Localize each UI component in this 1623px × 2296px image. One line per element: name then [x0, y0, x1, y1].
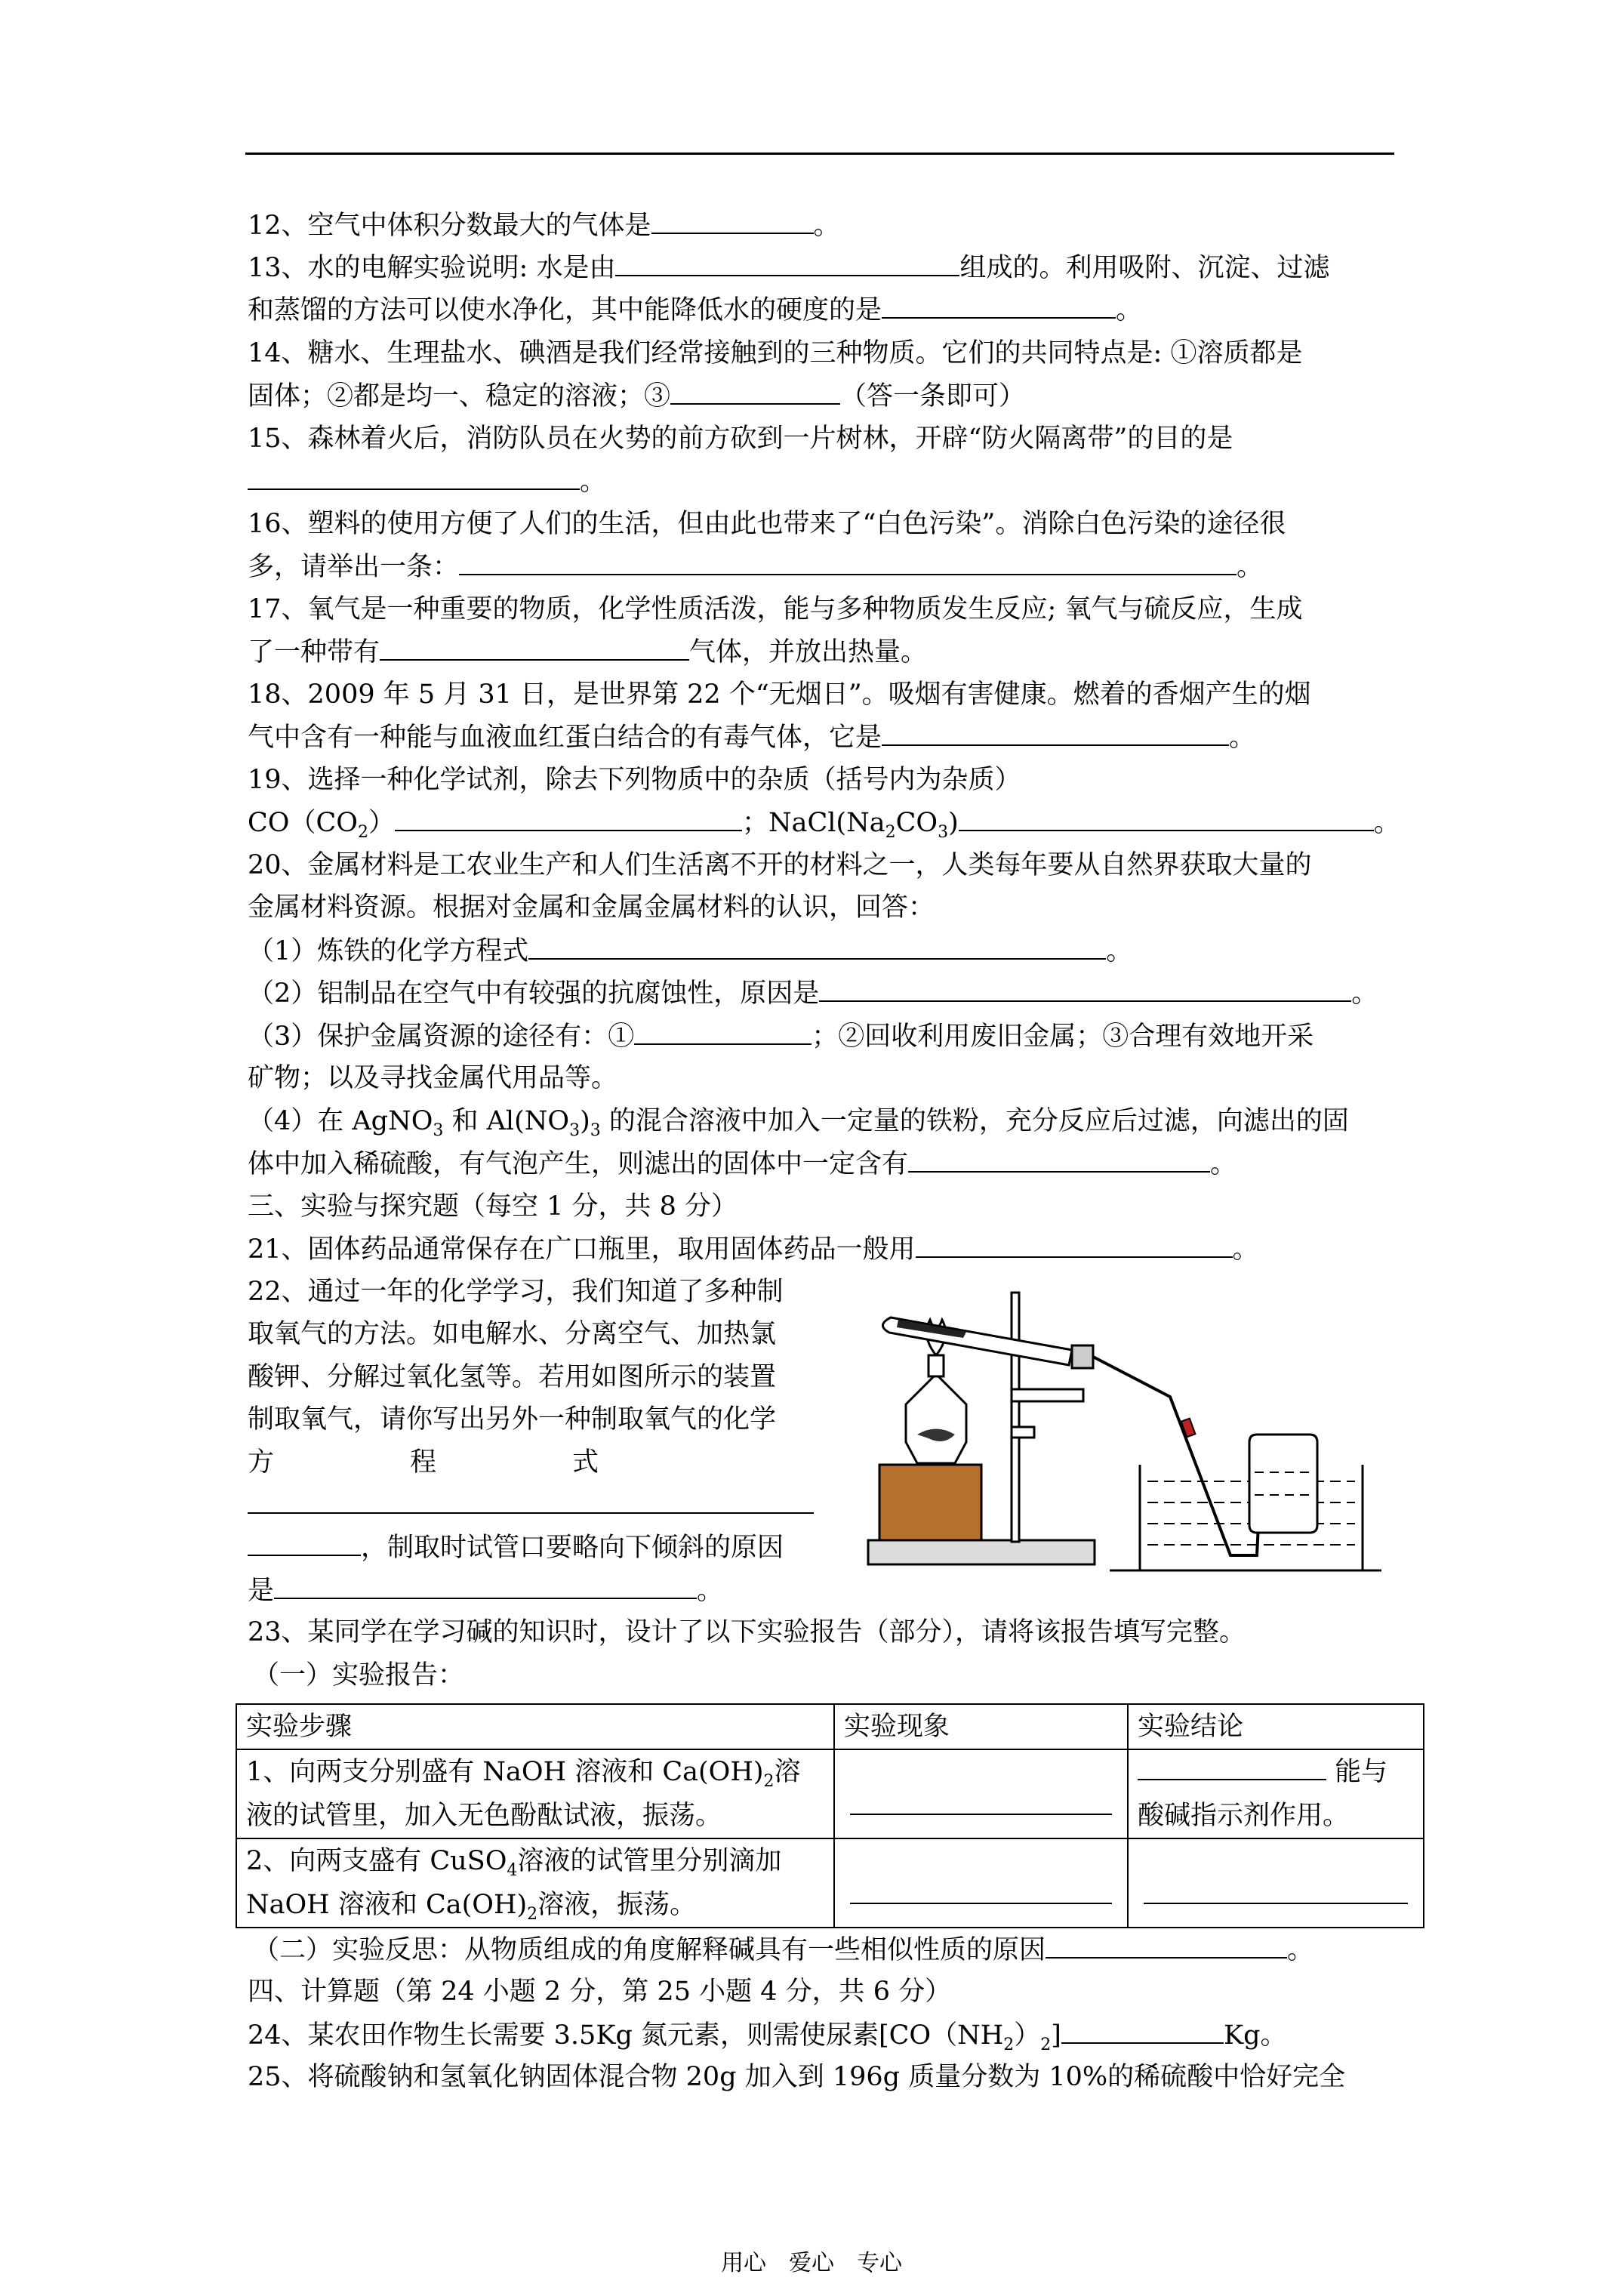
- question-25: 25、将硫酸钠和氢氧化钠固体混合物 20g 加入到 196g 质量分数为 10%的稀硫酸中恰好完全: [248, 2062, 1346, 2092]
- question-20-part2: （2）铝制品在空气中有较强的抗腐蚀性，原因是 。: [248, 976, 1378, 1010]
- answer-blank[interactable]: [1138, 1755, 1326, 1780]
- answer-blank[interactable]: [651, 208, 814, 234]
- answer-blank[interactable]: [248, 464, 580, 490]
- answer-blank[interactable]: [882, 720, 1229, 746]
- question-20-line1: 20、金属材料是工农业生产和人们生活离不开的材料之一，人类每年要从自然界获取大量的: [248, 850, 1312, 880]
- question-23-reflection: （二）实验反思：从物质组成的角度解释碱具有一些相似性质的原因 。: [253, 1933, 1313, 1967]
- experiment-report-table: [236, 1703, 1424, 1928]
- question-20-line2: 金属材料资源。根据对金属和金属金属材料的认识，回答：: [248, 892, 935, 923]
- table-cell-step: 2、向两支盛有 CuSO$_4$溶液的试管里分别滴加 NaOH 溶液和 $Ca(OH)_2$溶液，振荡。: [236, 1838, 834, 1928]
- question-14-line2: 固体；②都是均一、稳定的溶液；③ （答一条即可）: [248, 379, 1025, 413]
- table-row: [236, 1749, 1424, 1838]
- answer-blank[interactable]: [908, 1147, 1210, 1173]
- question-23-report-heading: （一）实验报告：: [253, 1660, 465, 1690]
- answer-blank[interactable]: [274, 1573, 697, 1599]
- answer-blank[interactable]: [1061, 2018, 1224, 2044]
- question-18-line1: 18、2009 年 5 月 31 日，是世界第 22 个“无烟日”。吸烟有害健康。燃着的香烟产生的烟: [248, 680, 1311, 710]
- question-22-line3: 酸钾、分解过氧化氢等。若用如图所示的装置: [248, 1362, 777, 1392]
- question-20-part4-cont: 体中加入稀硫酸，有气泡产生，则滤出的固体中一定含有 。: [248, 1147, 1236, 1181]
- answer-blank[interactable]: [395, 806, 742, 831]
- question-22-line2: 取氧气的方法。如电解水、分离空气、加热氯: [248, 1319, 777, 1349]
- question-19-line1: 19、选择一种化学试剂，除去下列物质中的杂质（括号内为杂质）: [248, 765, 1021, 795]
- question-22-line7: ，制取时试管口要略向下倾斜的原因: [248, 1530, 784, 1564]
- question-22-line5: 方程式: [248, 1447, 735, 1478]
- question-12: 12、空气中体积分数最大的气体是 。: [248, 208, 840, 242]
- question-16-line2: 多，请举出一条： 。: [248, 550, 1263, 584]
- question-18-line2: 气中含有一种能与血液血红蛋白结合的有毒气体，它是 。: [248, 720, 1255, 754]
- question-15-line2: 。: [248, 464, 606, 498]
- answer-blank[interactable]: [916, 1232, 1233, 1258]
- section-4-heading: 四、计算题（第 24 小题 2 分，第 25 小题 4 分，共 6 分）: [248, 1977, 952, 2007]
- question-21: 21、固体药品通常保存在广口瓶里，取用固体药品一般用 。: [248, 1232, 1259, 1266]
- answer-blank[interactable]: [670, 379, 840, 405]
- answer-blank[interactable]: [850, 1871, 1112, 1904]
- table-header-cell: 实验步骤: [236, 1704, 834, 1749]
- question-24: 24、某农田作物生长需要 3.5Kg 氮元素，则需使尿素$[CO(NH_2)_2]$ Kg。: [248, 2018, 1287, 2052]
- page-footer: 用心 爱心 专心: [721, 2250, 902, 2276]
- question-19-line2: $CO(CO_2)$ ；$NaCl(Na_2CO_3)$ 。: [248, 806, 1400, 840]
- question-20-part3: （3）保护金属资源的途径有：① ；②回收利用废旧金属；③合理有效地开采: [248, 1019, 1313, 1053]
- question-17-line1: 17、氧气是一种重要的物质，化学性质活泼，能与多种物质发生反应; 氧气与硫反应，生成: [248, 594, 1303, 624]
- answer-blank[interactable]: [459, 550, 1236, 575]
- answer-blank[interactable]: [248, 1488, 814, 1514]
- question-22-line6: [248, 1488, 814, 1522]
- table-header-cell: 实验现象: [834, 1704, 1128, 1749]
- question-20-part4: （4）在 AgNO$_3$ 和 $Al(NO_3)_3$ 的混合溶液中加入一定量的铁粉，充分反应后过滤，向滤出的固: [248, 1106, 1349, 1140]
- answer-blank[interactable]: [615, 251, 959, 276]
- table-cell-observation[interactable]: [834, 1749, 1128, 1838]
- answer-blank[interactable]: [1144, 1871, 1408, 1904]
- question-13-line2: 和蒸馏的方法可以使水净化，其中能降低水的硬度的是 。: [248, 293, 1142, 327]
- question-16-line1: 16、塑料的使用方便了人们的生活，但由此也带来了“白色污染”。消除白色污染的途径很: [248, 509, 1286, 539]
- answer-blank[interactable]: [819, 976, 1351, 1002]
- question-13-line1: 13、水的电解实验说明: 水是由 组成的。利用吸附、沉淀、过滤: [248, 251, 1329, 285]
- header-rule: [245, 153, 1394, 155]
- question-20-part3-cont: 矿物；以及寻找金属代用品等。: [248, 1063, 618, 1093]
- answer-blank[interactable]: [248, 1530, 361, 1556]
- answer-blank[interactable]: [882, 293, 1116, 319]
- answer-blank[interactable]: [380, 635, 689, 661]
- answer-blank[interactable]: [959, 806, 1374, 831]
- question-15-line1: 15、森林着火后，消防队员在火势的前方砍到一片树林，开辟“防火隔离带”的目的是: [248, 424, 1233, 454]
- question-14-line1: 14、糖水、生理盐水、碘酒是我们经常接触到的三种物质。它们的共同特点是: ①溶质都是: [248, 338, 1303, 368]
- section-3-heading: 三、实验与探究题（每空 1 分，共 8 分）: [248, 1191, 738, 1222]
- table-cell-observation[interactable]: [834, 1838, 1128, 1928]
- table-cell-conclusion: 能与 酸碱指示剂作用。: [1128, 1749, 1424, 1838]
- table-header-row: [236, 1704, 1424, 1749]
- answer-blank[interactable]: [528, 934, 1106, 960]
- table-header-cell: 实验结论: [1128, 1704, 1424, 1749]
- question-22-line4: 制取氧气，请你写出另外一种制取氧气的化学: [248, 1404, 777, 1435]
- answer-blank[interactable]: [850, 1782, 1112, 1815]
- question-17-line2: 了一种带有 气体，并放出热量。: [248, 635, 927, 669]
- table-row: [236, 1838, 1424, 1928]
- oxygen-apparatus-diagram: [823, 1284, 1381, 1578]
- answer-blank[interactable]: [1046, 1933, 1287, 1959]
- table-cell-step: 1、向两支分别盛有 NaOH 溶液和 $Ca(OH)_2$溶 液的试管里，加入无色酚酞试液，振荡。: [236, 1749, 834, 1838]
- question-22-line1: 22、通过一年的化学学习，我们知道了多种制: [248, 1277, 784, 1307]
- question-23: 23、某同学在学习碱的知识时，设计了以下实验报告（部分），请将该报告填写完整。: [248, 1617, 1246, 1647]
- question-20-part1: （1）炼铁的化学方程式 。: [248, 934, 1132, 968]
- answer-blank[interactable]: [634, 1019, 812, 1045]
- question-22-line8: 是 。: [248, 1573, 723, 1607]
- table-cell-conclusion[interactable]: [1128, 1838, 1424, 1928]
